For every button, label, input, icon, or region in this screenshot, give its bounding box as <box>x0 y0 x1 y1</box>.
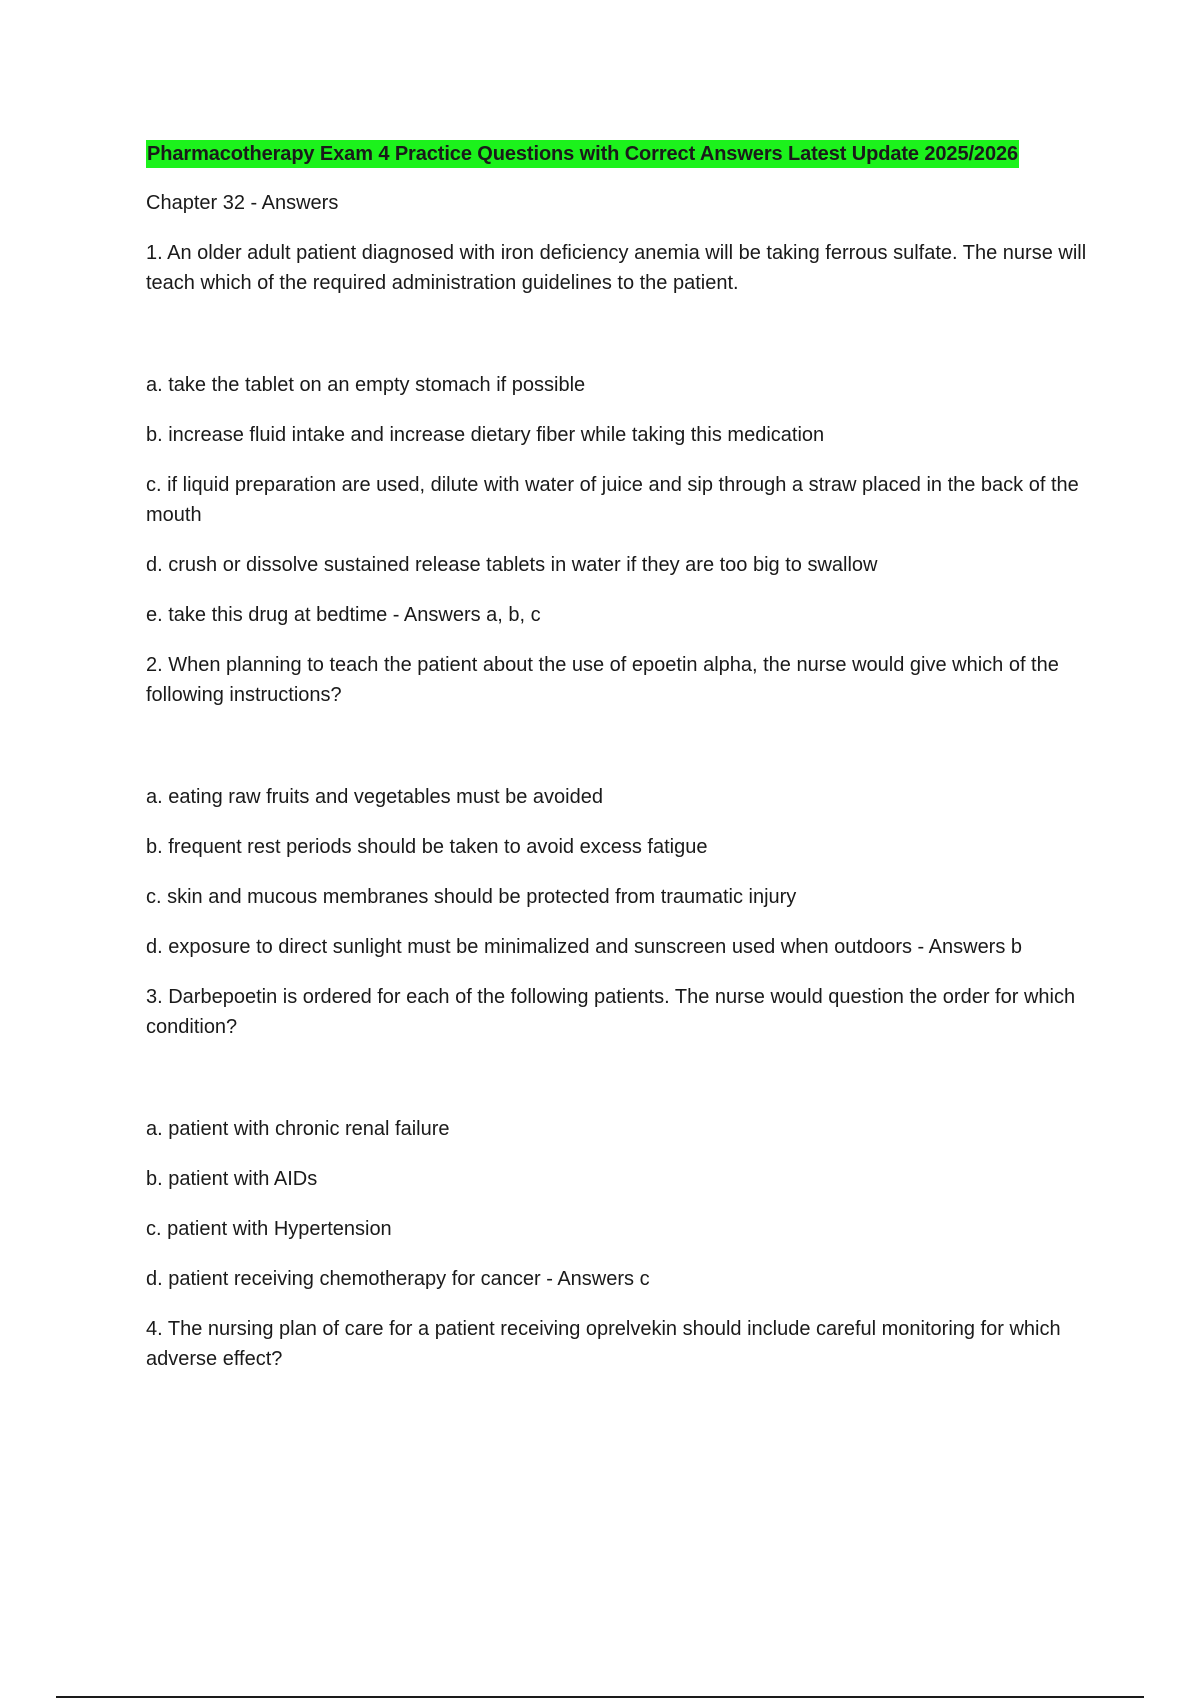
question-text: 2. When planning to teach the patient about the use of epoetin alpha, the nurse would give which of the following instructions? <box>146 654 1059 706</box>
question-block <box>146 650 1096 962</box>
question-text: 3. Darbepoetin is ordered for each of the following patients. The nurse would question the order for which condition? <box>146 986 1076 1038</box>
question-block <box>146 238 1096 630</box>
question-text: 4. The nursing plan of care for a patient receiving oprelvekin should include careful monitoring for which adverse effect? <box>146 1318 1061 1370</box>
answer-option: b. increase fluid intake and increase dietary fiber while taking this medication <box>146 424 825 446</box>
answer-option: a. take the tablet on an empty stomach if possible <box>146 374 586 396</box>
answer-option: a. eating raw fruits and vegetables must be avoided <box>146 786 603 808</box>
answer-option: d. patient receiving chemotherapy for cancer - Answers c <box>146 1268 650 1290</box>
answer-option: d. crush or dissolve sustained release tablets in water if they are too big to swallow <box>146 554 878 576</box>
spacer <box>146 318 1096 370</box>
document-page <box>146 140 1096 1394</box>
answer-option: b. frequent rest periods should be taken to avoid excess fatigue <box>146 836 708 858</box>
spacer <box>146 1062 1096 1114</box>
question-text: 1. An older adult patient diagnosed with iron deficiency anemia will be taking ferrous sulfate. The nurse will teach which of the required administration guidelines to the patient. <box>146 242 1087 294</box>
chapter-heading: Chapter 32 - Answers <box>146 192 339 214</box>
answer-option: d. exposure to direct sunlight must be minimalized and sunscreen used when outdoors - Answers b <box>146 936 1023 958</box>
answer-option: c. skin and mucous membranes should be protected from traumatic injury <box>146 886 797 908</box>
answer-option: b. patient with AIDs <box>146 1168 318 1190</box>
document-title: Pharmacotherapy Exam 4 Practice Questions with Correct Answers Latest Update 2025/2026 <box>146 140 1019 168</box>
spacer <box>146 730 1096 782</box>
answer-option: c. patient with Hypertension <box>146 1218 392 1240</box>
answer-option: e. take this drug at bedtime - Answers a, b, c <box>146 604 541 626</box>
answer-option: a. patient with chronic renal failure <box>146 1118 450 1140</box>
question-block <box>146 982 1096 1294</box>
question-block <box>146 1314 1096 1374</box>
page-divider <box>56 1696 1144 1698</box>
answer-option: c. if liquid preparation are used, dilute with water of juice and sip through a straw placed in the back of the mouth <box>146 474 1079 526</box>
